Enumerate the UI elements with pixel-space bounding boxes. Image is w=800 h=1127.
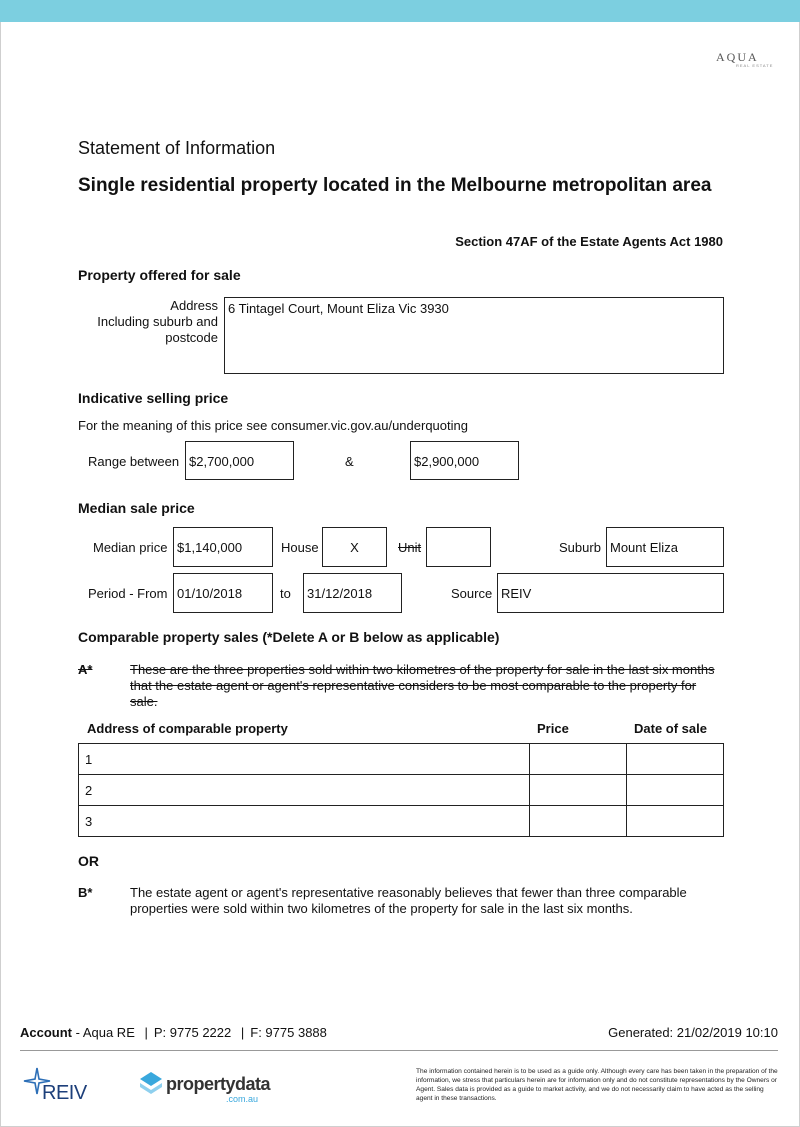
option-b-text: The estate agent or agent's representative reasonably believes that fewer than three comparable properties were sold within two kilometres of the property for sale in the last six months. (130, 885, 687, 916)
option-a-text: These are the three properties sold within two kilometres of the property for sale in the last six months that the estate agent or agent's representative considers to be most comparable to the property for sale. (130, 662, 715, 709)
comparable-section-title: Comparable property sales (*Delete A or B below as applicable) (78, 629, 500, 645)
range-low-field[interactable]: $2,700,000 (185, 441, 294, 480)
median-price-field[interactable]: $1,140,000 (173, 527, 273, 567)
footer-account (20, 1025, 327, 1040)
reiv-logo-text: REIV (42, 1082, 87, 1104)
table-row (79, 775, 724, 806)
top-color-bar (0, 0, 800, 22)
propertydata-logo-sub: .com.au (226, 1094, 259, 1104)
footer-separator: | (240, 1025, 245, 1040)
range-amp: & (345, 454, 354, 469)
row-address-cell[interactable]: 1 (79, 744, 530, 775)
range-high-field[interactable]: $2,900,000 (410, 441, 519, 480)
period-from-label: Period - From (88, 586, 168, 601)
row-date-cell[interactable] (627, 744, 724, 775)
address-label-line3: postcode (165, 330, 218, 345)
period-to-label: to (280, 586, 291, 601)
address-field[interactable]: 6 Tintagel Court, Mount Eliza Vic 3930 (224, 297, 724, 374)
row-date-cell[interactable] (627, 806, 724, 837)
act-reference: Section 47AF of the Estate Agents Act 1980 (455, 234, 723, 249)
house-field[interactable]: X (322, 527, 387, 567)
propertydata-logo-main: propertydata (166, 1074, 271, 1094)
footer-fax: F: 9775 3888 (250, 1025, 327, 1040)
propertydata-logo (138, 1070, 271, 1104)
table-row (79, 744, 724, 775)
row-price-cell[interactable] (530, 744, 627, 775)
footer-phone: P: 9775 2222 (153, 1025, 232, 1040)
col-price-header: Price (537, 721, 569, 736)
reiv-logo (22, 1066, 87, 1104)
footer-separator: | (144, 1025, 148, 1040)
document-heading: Single residential property located in the Melbourne metropolitan area (78, 175, 712, 196)
disclaimer-text: The information contained herein is to be used as a guide only. Although every care has been taken in the preparation of the information, we stress that particulars herein are for information only and do not constitute representations by the Owners or Agent. Sales data is provided as a guide to market activity, and we do not necessarily claim to have acted as the selling agent in these transactions. (416, 1068, 778, 1102)
generated-timestamp: Generated: 21/02/2019 10:10 (608, 1025, 778, 1040)
median-section-title: Median sale price (78, 500, 195, 516)
period-from-field[interactable]: 01/10/2018 (173, 573, 273, 613)
house-label: House (281, 540, 319, 555)
footer-divider (20, 1050, 778, 1051)
address-label (80, 298, 218, 346)
option-a-marker: A* (78, 662, 93, 677)
range-label: Range between (88, 454, 180, 469)
col-address-header: Address of comparable property (87, 721, 288, 736)
source-label: Source (451, 586, 493, 601)
row-price-cell[interactable] (530, 806, 627, 837)
address-label-line2: Including suburb and (97, 314, 218, 329)
or-label: OR (78, 853, 99, 869)
row-address-cell[interactable]: 2 (79, 775, 530, 806)
col-date-header: Date of sale (634, 721, 707, 736)
property-section-title: Property offered for sale (78, 267, 241, 283)
option-b-marker: B* (78, 885, 93, 900)
account-label: Account (20, 1025, 72, 1040)
account-value: - Aqua RE (72, 1025, 135, 1040)
propertydata-mark-icon (138, 1070, 164, 1098)
indicative-section-title: Indicative selling price (78, 390, 229, 406)
unit-label: Unit (398, 540, 422, 555)
aqua-logo-subtext: REAL ESTATE (736, 63, 774, 68)
suburb-label: Suburb (559, 540, 601, 555)
underquoting-note: For the meaning of this price see consumer.vic.gov.au/underquoting (78, 418, 468, 433)
address-label-line1: Address (170, 298, 218, 313)
table-row (79, 806, 724, 837)
row-price-cell[interactable] (530, 775, 627, 806)
document-title: Statement of Information (78, 138, 276, 158)
comparable-table (78, 743, 724, 837)
row-date-cell[interactable] (627, 775, 724, 806)
source-field[interactable]: REIV (497, 573, 724, 613)
suburb-field[interactable]: Mount Eliza (606, 527, 724, 567)
period-to-field[interactable]: 31/12/2018 (303, 573, 402, 613)
median-price-label: Median price (93, 540, 168, 555)
row-address-cell[interactable]: 3 (79, 806, 530, 837)
unit-field[interactable] (426, 527, 491, 567)
aqua-logo: AQUA (716, 50, 759, 64)
